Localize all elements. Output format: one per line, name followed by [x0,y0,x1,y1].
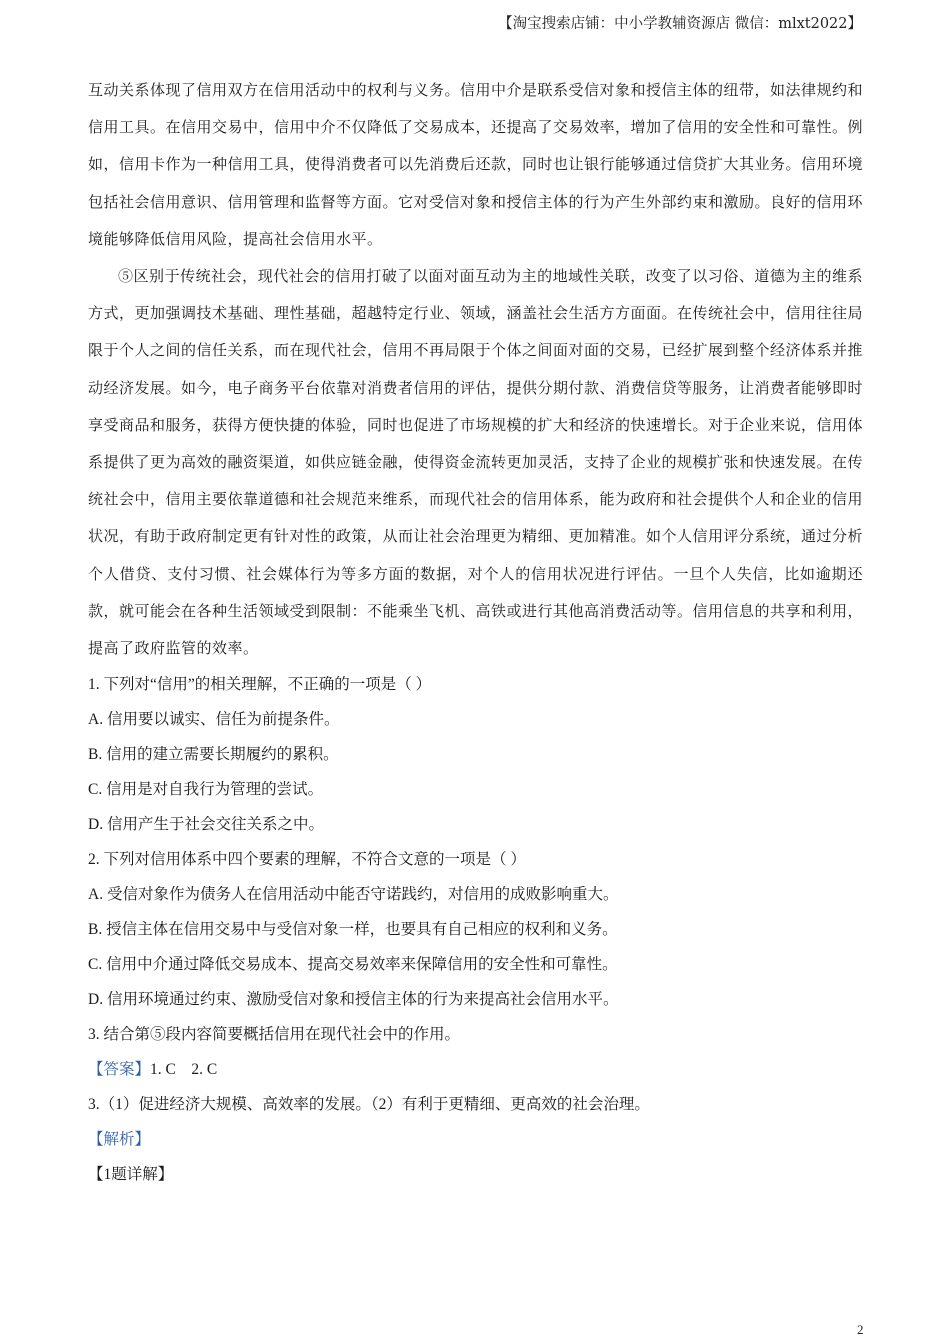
analysis-sub-label: 【1题详解】 [88,1166,174,1184]
paragraph-5 [88,258,863,667]
question-2-option-b: B. 授信主体在信用交易中与受信对象一样，也要具有自己相应的权利和义务。 [88,921,618,939]
answer-label: 【答案】 [88,1061,151,1079]
answer-line [88,1052,863,1087]
question-1-option-c: C. 信用是对自我行为管理的尝试。 [88,781,324,799]
answer-text: 1. C 2. C [150,1061,218,1079]
paragraph-4-continuation: 互动关系体现了信用双方在信用活动中的权利与义务。信用中介是联系受信对象和授信主体的纽带，如法律规约和信用工具。在信用交易中，信用中介不仅降低了交易成本，还提高了交易效率，增加了信用的安全性和可靠性。例如，信用卡作为一种信用工具，使得消费者可以先消费后还款，同时也让银行能够通过信贷扩大其业务。信用环境包括社会信用意识、信用管理和监督等方面。它对受信对象和授信主体的行为产生外部约束和激励。良好的信用环境能够降低信用风险，提高社会信用水平。 [88,81,864,248]
question-3-answer: 3.（1）促进经济大规模、高效率的发展。（2）有利于更精细、更高效的社会治理。 [88,1096,650,1114]
question-2: 2. 下列对信用体系中四个要素的理解，不符合文意的一项是（ ） [88,851,526,869]
paragraph-5-text: ⑤区别于传统社会，现代社会的信用打破了以面对面互动为主的地域性关联，改变了以习俗、道德为主的维系方式，更加强调技术基础、理性基础，超越特定行业、领域，涵盖社会生活方方面面。在传统社会中，信用往往局限于个人之间的信任关系，而在现代社会，信用不再局限于个体之间面对面的交易，已经扩展到整个经济体系并推动经济发展。如今，电子商务平台依靠对消费者信用的评估，提供分期付款、消费信贷等服务，让消费者能够即时享受商品和服务，获得方便快捷的体验，同时也促进了市场规模的扩大和经济的快速增长。对于企业来说，信用体系提供了更为高效的融资渠道，如供应链金融，使得资金流转更加灵活，支持了企业的规模扩张和快速发展。在传统社会中，信用主要依靠道德和社会规范来维系，而现代社会的信用体系，能为政府和社会提供个人和企业的信用状况，有助于政府制定更有针对性的政策，从而让社会治理更为精细、更加精准。如个人信用评分系统，通过分析个人借贷、支付习惯、社会媒体行为等多方面的数据，对个人的信用状况进行评估。一旦个人失信，比如逾期还款，就可能会在各种生活领域受到限制：不能乘坐飞机、高铁或进行其他高消费活动等。信用信息的共享和利用，提高了政府监管的效率。 [88,267,864,658]
document-body [88,72,863,1192]
question-2-option-c: C. 信用中介通过降低交易成本、提高交易效率来保障信用的安全性和可靠性。 [88,956,618,974]
page-number: 2 [857,1322,864,1337]
question-2-option-a: A. 受信对象作为债务人在信用活动中能否守诺践约，对信用的成败影响重大。 [88,886,619,904]
analysis-label: 【解析】 [88,1131,151,1149]
question-1-option-d: D. 信用产生于社会交往关系之中。 [88,816,324,834]
question-3: 3. 结合第⑤段内容简要概括信用在现代社会中的作用。 [88,1026,461,1044]
question-2-option-d: D. 信用环境通过约束、激励受信对象和授信主体的行为来提高社会信用水平。 [88,991,619,1009]
question-1: 1. 下列对“信用”的相关理解，不正确的一项是（ ） [88,676,432,694]
questions-section [88,667,863,1192]
page-header: 【淘宝搜索店铺：中小学教辅资源店 微信：mlxt2022】 [498,16,862,32]
question-1-option-a: A. 信用要以诚实、信任为前提条件。 [88,711,340,729]
question-1-option-b: B. 信用的建立需要长期履约的累积。 [88,746,339,764]
